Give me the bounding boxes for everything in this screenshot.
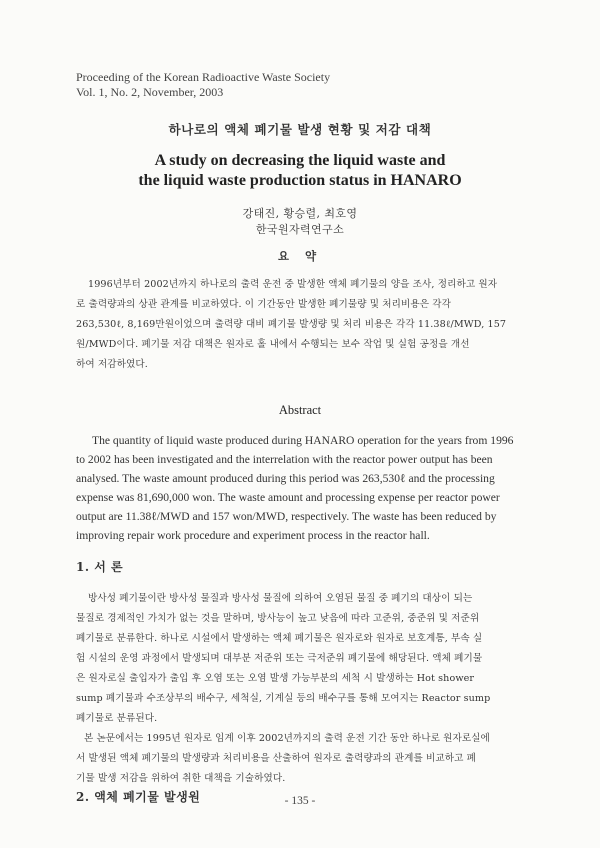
body-line: 본 논문에서는 1995년 원자로 임계 이후 2002년까지의 출력 운전 기간 동안 하나로 원자로실에 — [84, 733, 490, 744]
abstract-line: The quantity of liquid waste produced during HANARO operation for the years from 1996 — [92, 434, 514, 447]
korean-title: 하나로의 액체 폐기물 발생 현황 및 저감 대책 — [168, 122, 432, 137]
summary-line: 하여 저감하였다. — [76, 359, 148, 370]
body-line: 폐기물로 분류한다. 하나로 시설에서 발생하는 액체 폐기물은 원자로와 원자로 보호계통, 부속 실 — [76, 633, 483, 644]
summary-line: 263,530ℓ, 8,169만원이었으며 출력량 대비 폐기물 발생량 및 처리 비용은 각각 11.38ℓ/MWD, 157 — [76, 319, 507, 330]
body-line: 기물 발생 저감을 위하여 취한 대책을 기술하였다. — [76, 773, 286, 784]
body-line: 험 시설의 운영 과정에서 발생되며 대부분 저준위 또는 극저준위 폐기물에 해당된다. 액체 폐기물 — [76, 653, 483, 664]
journal-volume: Vol. 1, No. 2, November, 2003 — [76, 85, 224, 99]
body-line: 폐기물로 분류된다. — [76, 713, 158, 724]
summary-heading: 요 약 — [277, 249, 323, 263]
body-line: 물질로 경제적인 가치가 없는 것을 말하며, 방사능이 높고 낮음에 따라 고준위, 중준위 및 저준위 — [76, 613, 480, 624]
summary-line: 1996년부터 2002년까지 하나로의 출력 운전 중 발생한 액체 폐기물의 양을 조사, 정리하고 원자 — [88, 279, 498, 290]
abstract-line: output are 11.38ℓ/MWD and 157 won/MWD, respectively. The waste has been reduced by — [76, 510, 497, 523]
abstract-line: expense was 81,690,000 won. The waste amount and processing expense per reactor power — [76, 491, 500, 504]
summary-line: 원/MWD이다. 폐기물 저감 대책은 원자로 홀 내에서 수행되는 보수 작업 및 실험 공정을 개선 — [76, 339, 470, 350]
abstract-line: to 2002 has been investigated and the interrelation with the reactor power output has been — [76, 453, 493, 466]
abstract-line: analysed. The waste amount produced during this period was 263,530ℓ and the processing — [76, 472, 495, 485]
abstract-heading: Abstract — [278, 403, 322, 417]
section-1-heading: 1. 서 론 — [76, 560, 124, 574]
body-line: sump 폐기물과 수조상부의 배수구, 세척실, 기계실 등의 배수구를 통해 모여지는 Reactor sump — [76, 693, 491, 704]
page-number: - 135 - — [284, 795, 316, 807]
section-2-heading: 2. 액체 폐기물 발생원 — [76, 790, 201, 804]
body-line: 서 발생된 액체 폐기물의 발생량과 처리비용을 산출하여 원자로 출력량과의 관계를 비교하고 폐 — [76, 753, 476, 764]
body-line: 은 원자로실 출입자가 출입 후 오염 또는 오염 발생 가능부분의 세척 시 발생하는 Hot shower — [76, 673, 475, 684]
summary-line: 로 출력량과의 상관 관계를 비교하였다. 이 기간동안 발생한 폐기물량 및 처리비용은 각각 — [76, 299, 452, 310]
body-line: 방사성 폐기물이란 방사성 물질과 방사성 물질에 의하여 오염된 물질 중 폐기의 대상이 되는 — [88, 593, 473, 604]
affiliation: 한국원자력연구소 — [255, 223, 345, 236]
abstract-line: improving repair work procedure and experiment process in the reactor hall. — [76, 529, 430, 542]
journal-name: Proceeding of the Korean Radioactive Waste Society — [76, 70, 331, 84]
english-title-line-1: A study on decreasing the liquid waste and — [154, 152, 446, 169]
authors: 강태진, 황승렬, 최호영 — [242, 207, 358, 220]
english-title-line-2: the liquid waste production status in HANARO — [138, 172, 462, 189]
